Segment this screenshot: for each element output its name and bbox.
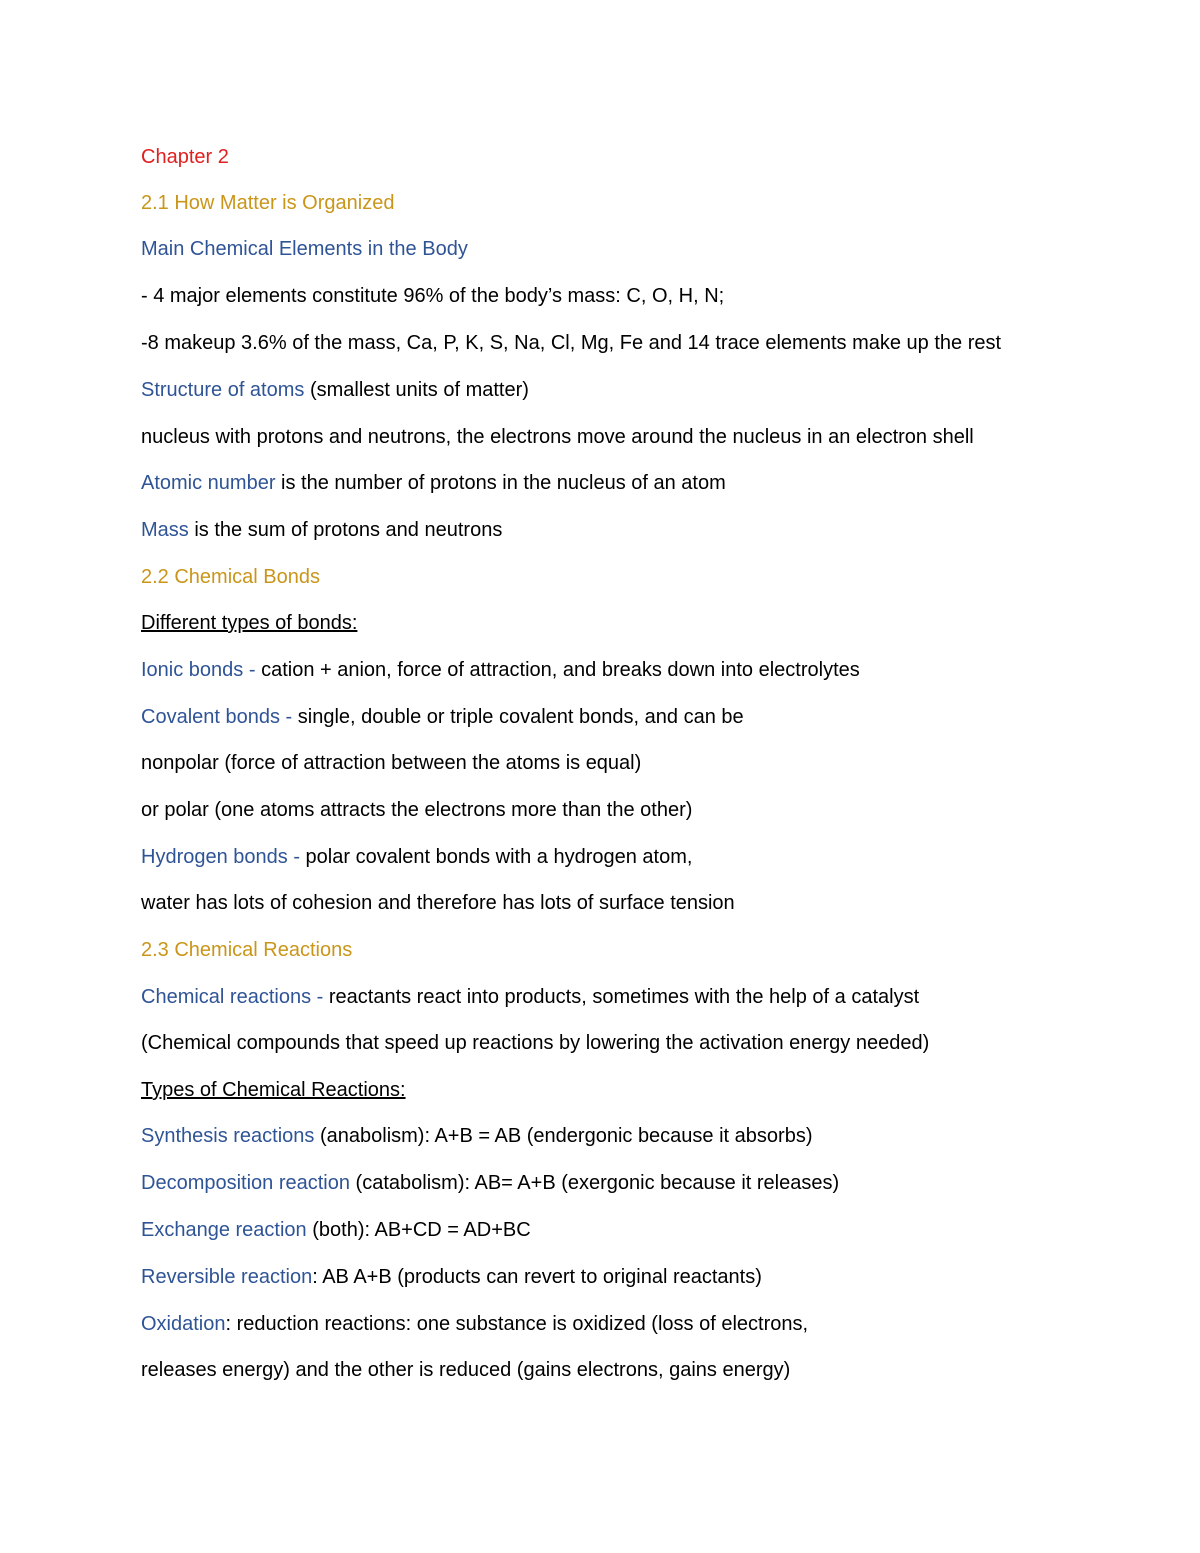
bond-types-heading: Different types of bonds: (141, 612, 358, 634)
term-hydrogen-bonds: Hydrogen bonds - (141, 846, 300, 868)
oxidation-description: : reduction reactions: one substance is oxidized (loss of electrons, (225, 1313, 809, 1335)
nucleus-line: nucleus with protons and neutrons, the electrons move around the nucleus in an electron shell (141, 426, 974, 448)
term-structure-of-atoms: Structure of atoms (141, 379, 305, 401)
subheading-main-elements: Main Chemical Elements in the Body (141, 238, 468, 260)
catalyst-line: (Chemical compounds that speed up reactions by lowering the activation energy needed) (141, 1032, 930, 1054)
section-heading-2-1: 2.1 How Matter is Organized (141, 192, 395, 214)
polar-line: or polar (one atoms attracts the electrons more than the other) (141, 799, 693, 821)
mass-line (141, 518, 502, 542)
term-covalent-bonds: Covalent bonds - (141, 706, 293, 728)
atoms-line (141, 378, 529, 402)
reversible-description: : AB A+B (products can revert to original reactants) (312, 1266, 762, 1288)
ionic-bonds-description: cation + anion, force of attraction, and breaks down into electrolytes (255, 659, 860, 681)
major-elements-line: - 4 major elements constitute 96% of the body’s mass: C, O, H, N; (141, 285, 725, 307)
term-exchange-reaction: Exchange reaction (141, 1219, 307, 1241)
atomic-number-line (141, 471, 726, 495)
mass-description: is the sum of protons and neutrons (188, 519, 503, 541)
water-line: water has lots of cohesion and therefore has lots of surface tension (141, 892, 735, 914)
section-heading-2-2: 2.2 Chemical Bonds (141, 566, 320, 588)
covalent-bonds-line (141, 705, 744, 729)
synthesis-line (141, 1124, 812, 1148)
releases-energy-line: releases energy) and the other is reduced (gains electrons, gains energy) (141, 1359, 791, 1381)
atomic-number-description: is the number of protons in the nucleus of an atom (275, 472, 726, 494)
chemical-reactions-line (141, 985, 919, 1009)
oxidation-line (141, 1312, 808, 1336)
term-ionic-bonds: Ionic bonds - (141, 659, 256, 681)
chapter-title: Chapter 2 (141, 146, 229, 168)
decomposition-line (141, 1171, 839, 1195)
decomposition-description: (catabolism): AB= A+B (exergonic because it releases) (350, 1172, 840, 1194)
chemical-reactions-description: reactants react into products, sometimes with the help of a catalyst (323, 986, 920, 1008)
reversible-line (141, 1265, 762, 1289)
covalent-bonds-description: single, double or triple covalent bonds, and can be (292, 706, 744, 728)
synthesis-description: (anabolism): A+B = AB (endergonic because it absorbs) (314, 1125, 813, 1147)
nonpolar-line: nonpolar (force of attraction between the atoms is equal) (141, 752, 642, 774)
minor-elements-line: -8 makeup 3.6% of the mass, Ca, P, K, S, Na, Cl, Mg, Fe and 14 trace elements make up the rest (141, 332, 1002, 354)
term-reversible-reaction: Reversible reaction (141, 1266, 313, 1288)
atoms-description: (smallest units of matter) (304, 379, 529, 401)
term-chemical-reactions: Chemical reactions - (141, 986, 324, 1008)
section-heading-2-3: 2.3 Chemical Reactions (141, 939, 353, 961)
term-synthesis-reactions: Synthesis reactions (141, 1125, 315, 1147)
exchange-description: (both): AB+CD = AD+BC (306, 1219, 531, 1241)
reaction-types-heading: Types of Chemical Reactions: (141, 1079, 406, 1101)
term-decomposition-reaction: Decomposition reaction (141, 1172, 350, 1194)
hydrogen-bonds-line (141, 845, 692, 869)
hydrogen-bonds-description: polar covalent bonds with a hydrogen atom, (299, 846, 693, 868)
term-mass: Mass (141, 519, 189, 541)
term-oxidation: Oxidation (141, 1313, 226, 1335)
ionic-bonds-line (141, 658, 860, 682)
term-atomic-number: Atomic number (141, 472, 276, 494)
exchange-line (141, 1218, 531, 1242)
